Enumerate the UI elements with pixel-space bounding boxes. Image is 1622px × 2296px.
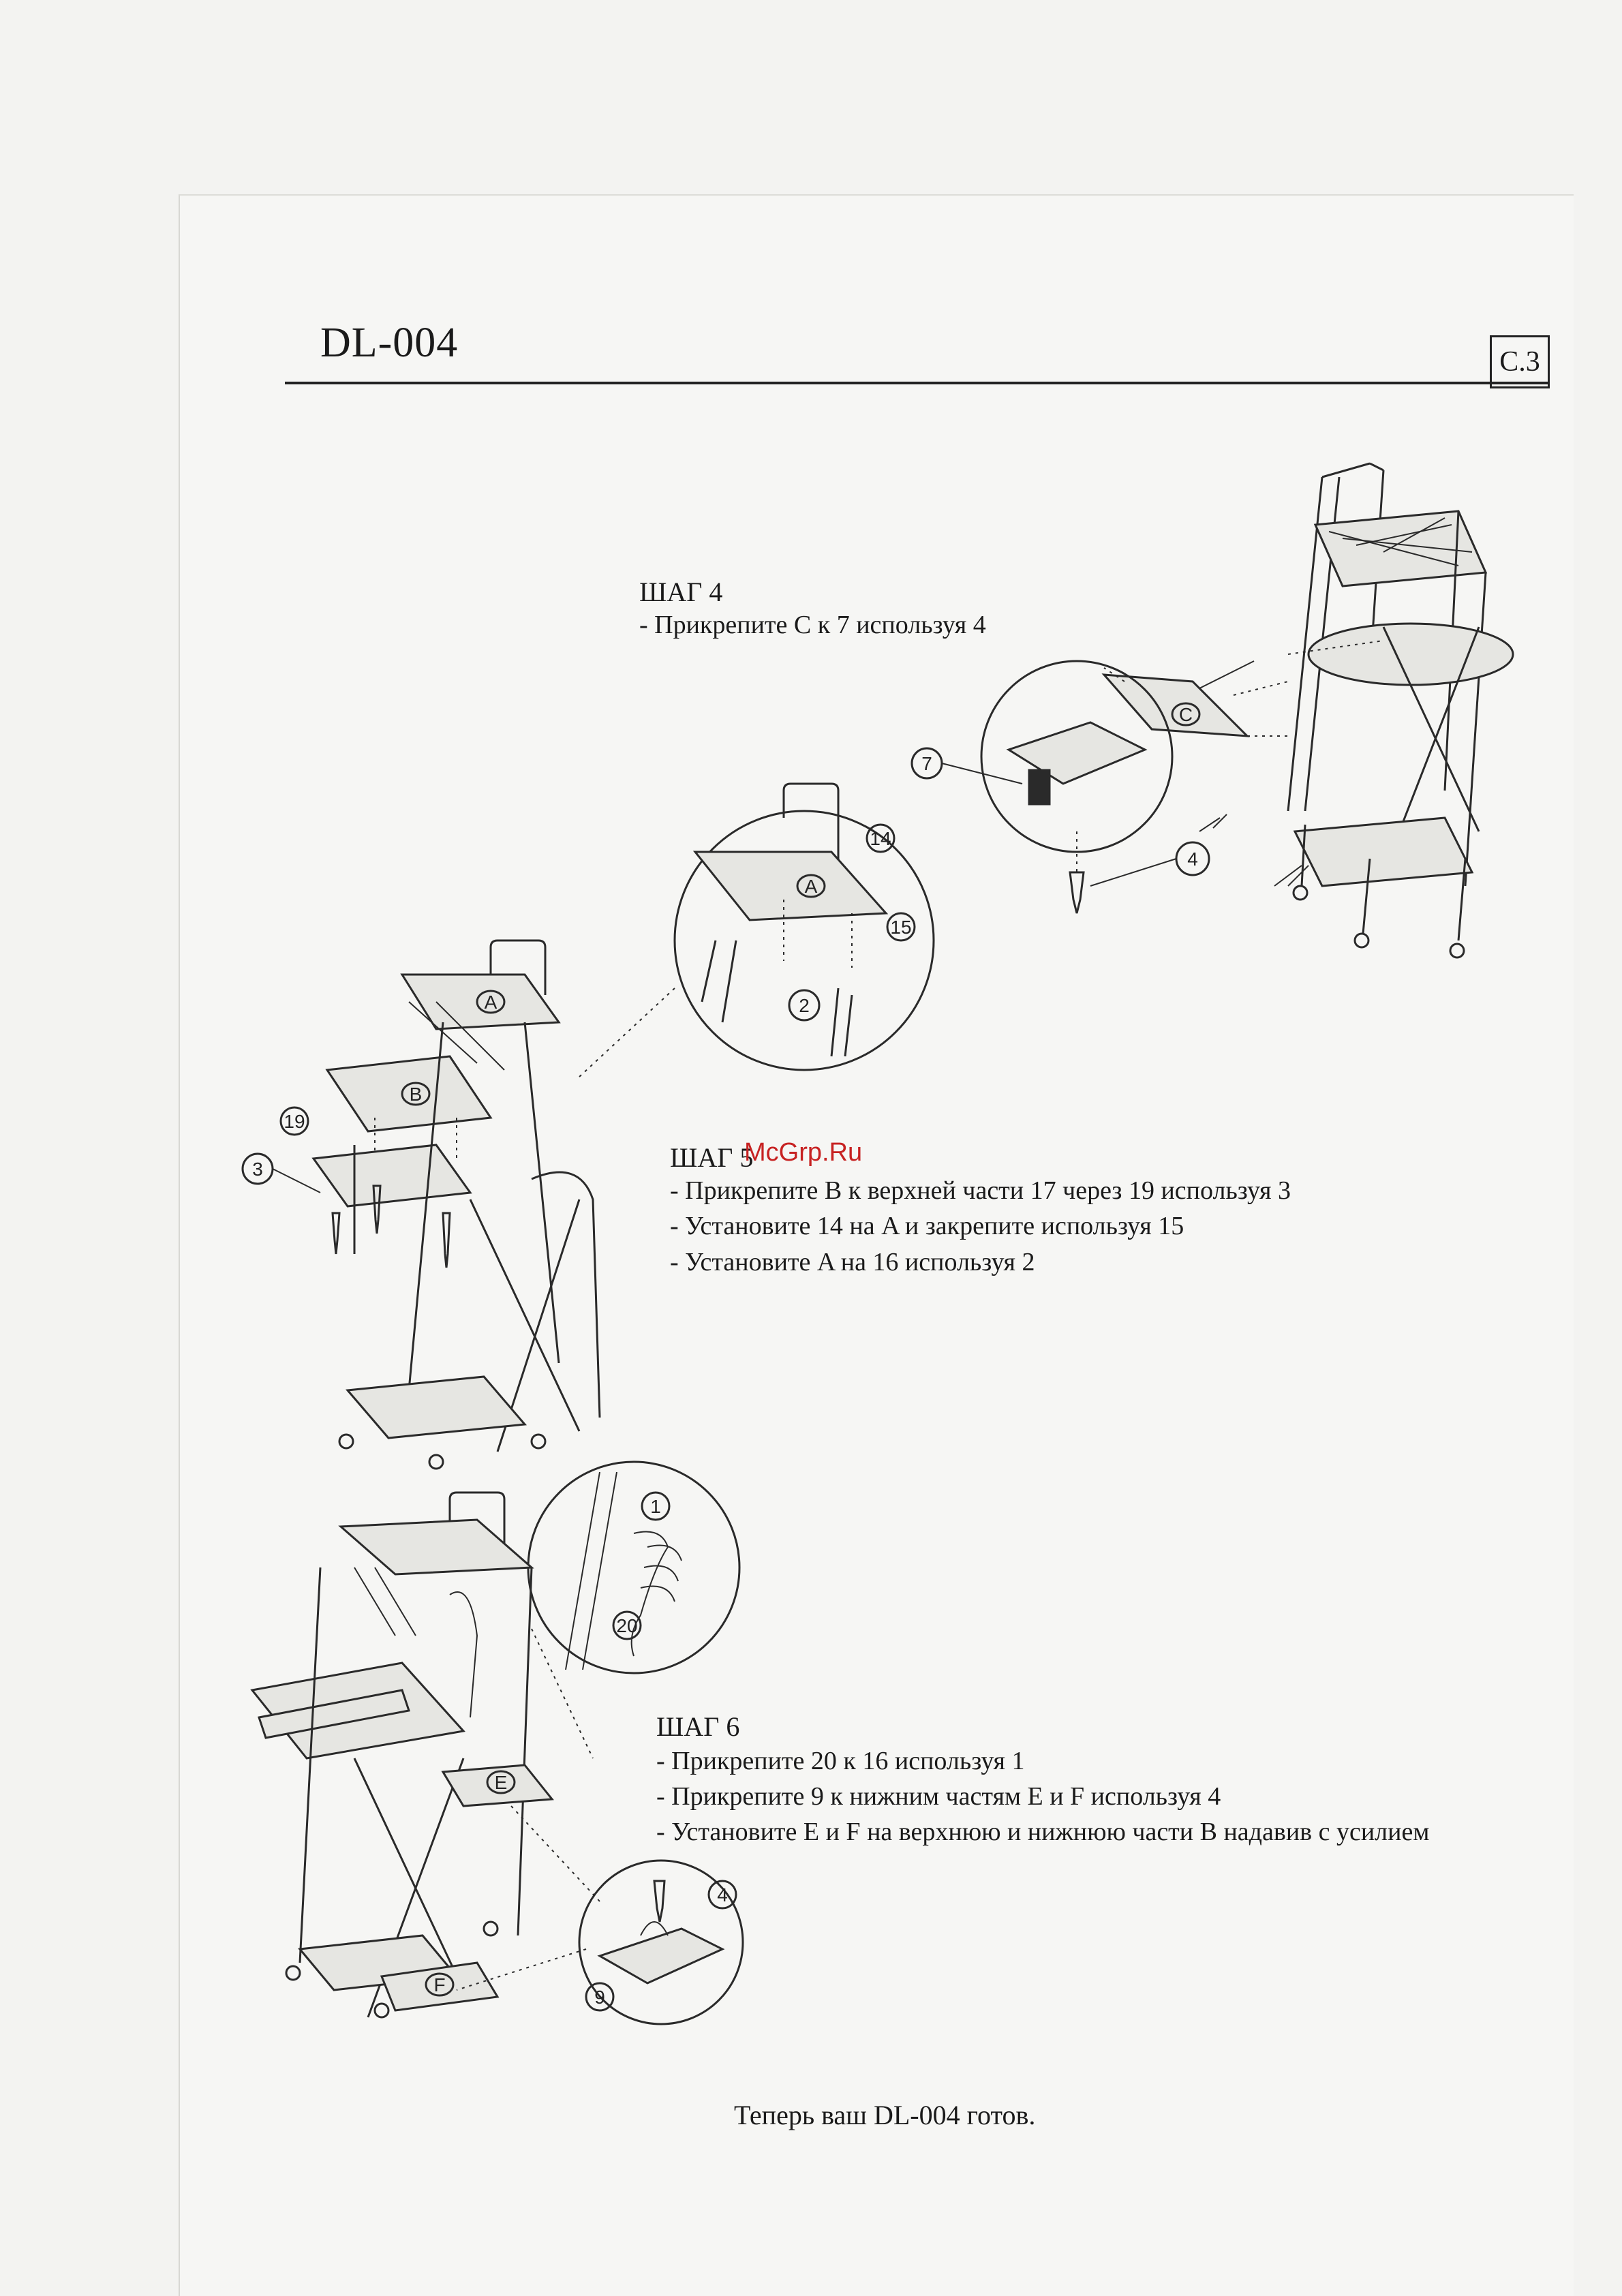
label-c: C: [1178, 704, 1193, 725]
label-9: 9: [594, 1987, 605, 2008]
step-6-item-1: - Прикрепите 20 к 16 используя 1: [656, 1747, 1025, 1775]
step-6-item-3: - Установите E и F на верхнюю и нижнюю части B надавив с усилием: [656, 1818, 1430, 1846]
step-4-item-1: - Прикрепите C к 7 используя 4: [639, 611, 986, 639]
label-20: 20: [616, 1615, 638, 1636]
step-6-item-2: - Прикрепите 9 к нижним частям E и F используя 4: [656, 1782, 1221, 1811]
label-2: 2: [799, 995, 810, 1016]
shelf-c: [1104, 675, 1288, 736]
label-3: 3: [252, 1159, 263, 1180]
detail-circle-cable-holder: [528, 1462, 739, 1758]
step-6-heading: ШАГ 6: [656, 1711, 740, 1742]
computer-desk-assembly: [243, 940, 600, 1469]
step-4-heading: ШАГ 4: [639, 577, 723, 607]
page-number-box: C.3: [1490, 335, 1550, 388]
label-4: 4: [1187, 848, 1198, 870]
step-5-item-2: - Установите 14 на A и закрепите используя 15: [670, 1212, 1184, 1240]
label-b: B: [409, 1084, 423, 1105]
label-15: 15: [890, 917, 912, 938]
document-title: DL-004: [320, 320, 459, 366]
label-4-step6: 4: [717, 1884, 728, 1905]
completion-note: Теперь ваш DL-004 готов.: [734, 2100, 1036, 2130]
detail-circle-bracket: [912, 661, 1309, 913]
label-14: 14: [870, 828, 891, 849]
step-6-illustration: [245, 1458, 763, 2072]
step-4-illustration: [906, 450, 1506, 995]
label-a-detail: A: [804, 876, 818, 897]
detail-circle-shelf-a: [579, 784, 934, 1077]
watermark-mcgrp: McGrp.Ru: [744, 1138, 863, 1167]
label-7: 7: [921, 753, 932, 774]
title-underline: [285, 382, 1549, 384]
computer-desk-final: [252, 1493, 552, 2017]
step-5-item-1: - Прикрепите B к верхней части 17 через 19 используя 3: [670, 1176, 1291, 1205]
label-e: E: [494, 1772, 508, 1793]
step-5-illustration: [239, 777, 947, 1472]
computer-desk-tall: [1199, 463, 1513, 958]
label-f: F: [433, 1974, 446, 1995]
step-5-item-3: - Установите A на 16 используя 2: [670, 1248, 1035, 1276]
label-a: A: [484, 992, 498, 1013]
label-1: 1: [650, 1496, 661, 1517]
detail-circle-bracket-9: [457, 1806, 743, 2024]
step-5-heading: ШАГ 5: [670, 1142, 754, 1173]
label-19: 19: [284, 1111, 305, 1132]
